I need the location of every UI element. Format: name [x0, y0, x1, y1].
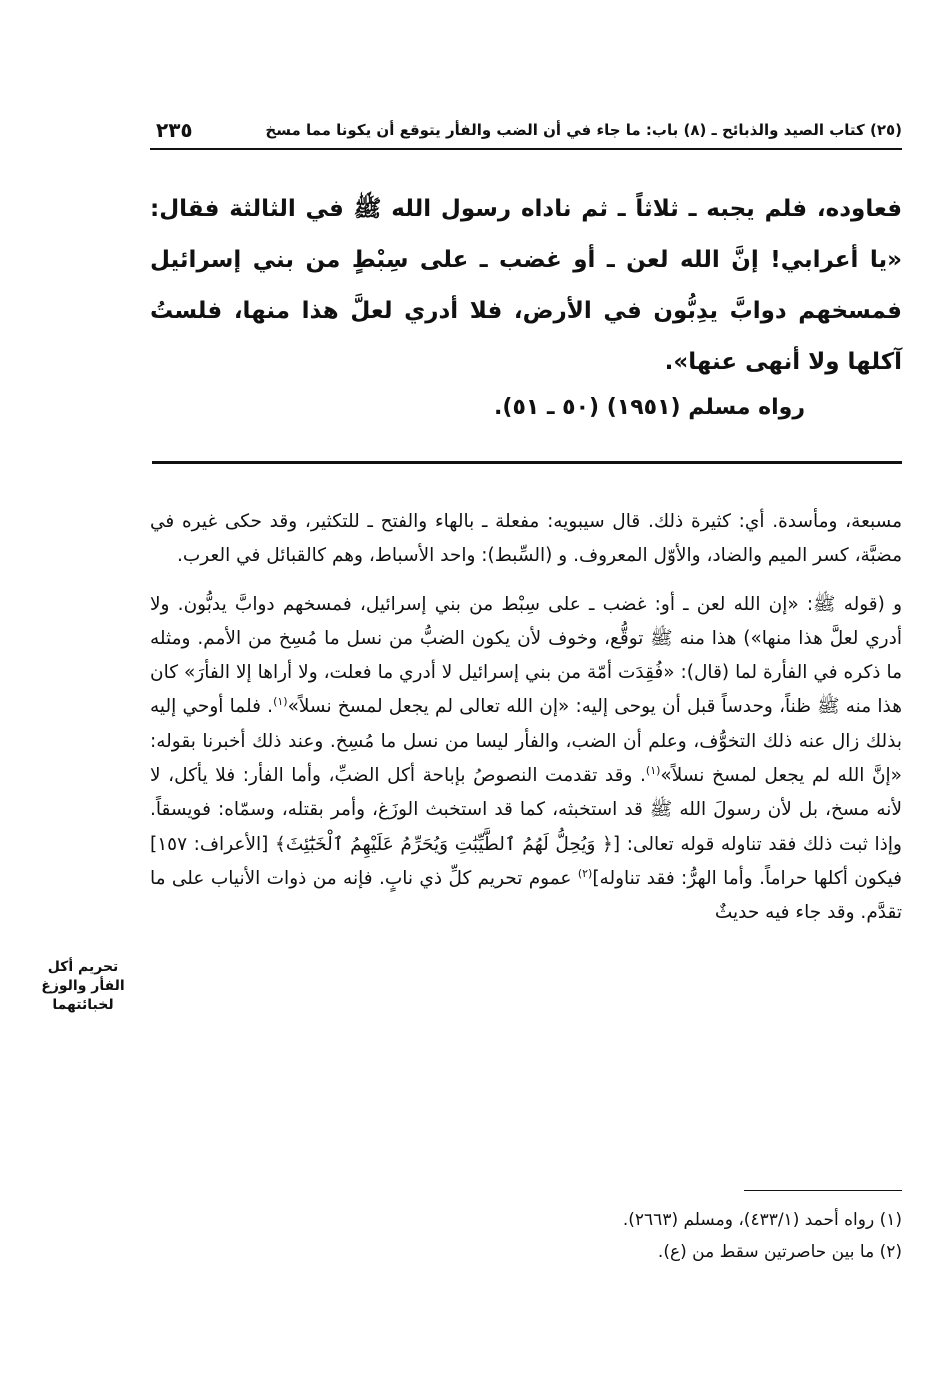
- commentary-text: . وقد تقدمت النصوصُ بإباحة أكل الضبِّ، وأما الفأر: فلا يأكل، لا لأنه مسخ، بل لأن رسولَ الله ﷺ قد استخبثه، كما قد استخبث الوزَغ، وأمر بقتله، وسمّاه: فويسقاً. وإذا ثبت ذلك فقد تناوله قوله تعالى: [﴿ وَيُحِلُّ لَهُمُ ٱلطَّيِّبَٰتِ وَيُحَرِّمُ عَلَيْهِمُ ٱلْخَبَٰٓئِثَ﴾ [الأعراف: ١٥٧] فيكون أكلها حراماً. وأما الهرُّ: فقد تناوله]: [150, 765, 902, 889]
- hadith-text: [150, 184, 902, 388]
- running-header: [150, 112, 902, 150]
- commentary-paragraph-1: مسبعة، ومأسدة. أي: كثيرة ذلك. قال سيبويه: مفعلة ـ بالهاء والفتح ـ للتكثير، وقد حكى غيره في مضبَّة، كسر الميم والضاد، والأوّل المعروف. و (السِّبط): واحد الأسباط، وهم كالقبائل في العرب.: [150, 511, 902, 567]
- footnote-1: (١) رواه أحمد (٤٣٣/١)، ومسلم (٢٦٦٣).: [622, 1210, 902, 1230]
- page-number: ٢٣٥: [156, 118, 193, 142]
- footnote-marker-1[interactable]: (١): [645, 763, 661, 777]
- margin-note-line: الفأر والوزغ: [41, 978, 125, 994]
- footnotes: [150, 1204, 902, 1268]
- margin-note-line: لخبائتهما: [52, 997, 114, 1013]
- paragraph-gap: [150, 574, 902, 588]
- footnote-rule: [744, 1190, 902, 1191]
- commentary-text: و (قوله ﷺ: «إن الله لعن ـ أو: غضب ـ على سِبْط من بني إسرائيل، فمسخهم دوابَّ يدبُّون. ولا أدري لعلَّ هذا منها») هذا منه ﷺ توقُّع، وخوف لأن يكون الضبُّ من نسل ما مُسِخ من الأمم. ومثله ما ذكره في الفأرة لما (قال): «فُقِدَت أمّة من بني إسرائيل لا أدري ما فعلت، ولا أراها إلا الفأرَ» كان هذا منه ﷺ ظناً، وحدساً قبل أن يوحى إليه: «إن الله تعالى لم يجعل لمسخ نسلاً»: [150, 593, 903, 718]
- hadith-source: رواه مسلم (١٩٥١) (٥٠ ـ ٥١).: [494, 395, 805, 420]
- margin-note-line: تحريم أكل: [47, 959, 119, 975]
- commentary-text: عموم تحريم كلِّ ذي نابٍ. فإنه من ذوات الأنياب على ما تقدَّم. وقد جاء فيه حديثٌ: [150, 867, 902, 924]
- section-separator: [152, 461, 902, 464]
- header-title: (٢٥) كتاب الصيد والذبائح ـ (٨) باب: ما جاء في أن الضب والفأر يتوقع أن يكونا مما مسخ: [265, 121, 902, 139]
- commentary: [150, 505, 902, 931]
- footnote-2: (٢) ما بين حاصرتين سقط من (ع).: [657, 1242, 902, 1262]
- hadith-paragraph: فعاوده، فلم يجبه ـ ثلاثاً ـ ثم ناداه رسول الله ﷺ في الثالثة فقال: «يا أعرابي! إنَّ الله لعن ـ أو غضب ـ على سِبْطٍ من بني إسرائيل فمسخهم دوابَّ يدِبُّون في الأرض، فلا أدري لعلَّ هذا منها، فلستُ آكلها ولا أنهى عنها».: [150, 196, 902, 375]
- commentary-text: . فلما أوحي إليه بذلك زال عنه ذلك التخوُّف، وعلم أن الضب، والفأر ليسا من نسل ما مُسِخ. وعند ذلك أخبرنا بقوله: «إنَّ الله لم يجعل لمسخ نسلاً»: [150, 696, 902, 787]
- commentary-paragraph-2: [150, 588, 902, 931]
- margin-note: [24, 958, 142, 1015]
- footnote-marker-2[interactable]: (٢): [577, 866, 593, 880]
- footnote-marker-1[interactable]: (١): [273, 695, 288, 709]
